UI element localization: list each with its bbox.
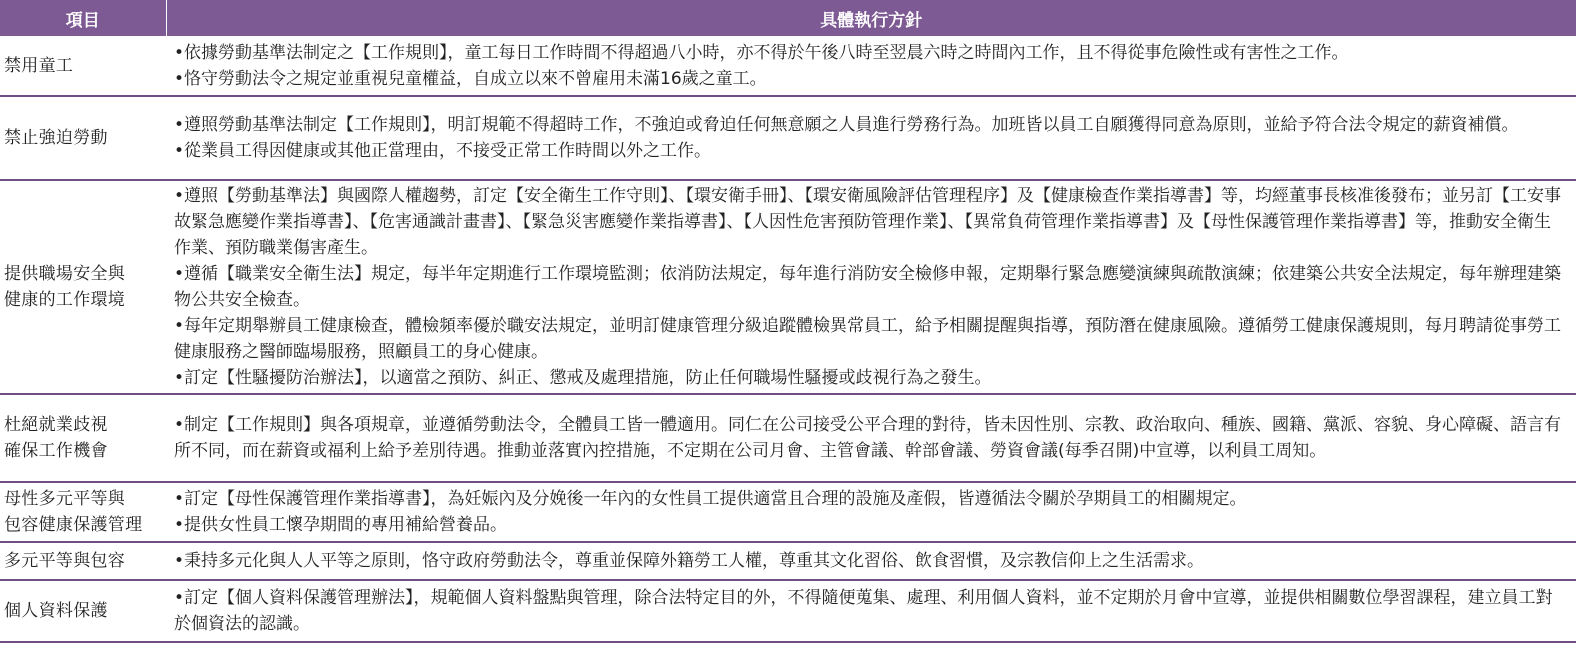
policy-line: •提供女性員工懷孕期間的專用補給營養品。 — [174, 515, 508, 535]
policy-line: •遵照勞動基準法制定【工作規則】，明訂規範不得超時工作，不強迫或脅迫任何無意願之人員進行勞務行為。加班皆以員工自願獲得同意為原則，並給予符合法令規定的薪資補償。 — [174, 115, 1519, 135]
row-diversity-inclusion — [0, 542, 1576, 580]
policy-line: •制定【工作規則】與各項規章，並遵循勞動法令，全體員工皆一體適用。同仁在公司接受公平合理的對待，皆未因性別、宗教、政治取向、種族、國籍、黨派、容貌、身心障礙、語言有所不同，而在薪資或福利上給予差別待遇。推動並落實內控措施，不定期在公司月會、主管會議、幹部會議、勞資會議(每季召開)中宣導，以利員工周知。 — [174, 415, 1562, 461]
row-workplace-safety — [0, 180, 1576, 394]
row-item-label: 禁止強迫勞動 — [4, 128, 108, 148]
row-item-cell — [0, 180, 166, 394]
row-anti-discrimination — [0, 394, 1576, 482]
row-policy-cell — [166, 36, 1576, 96]
row-policy-cell — [166, 180, 1576, 394]
row-policy-cell — [166, 482, 1576, 542]
row-forced-labor — [0, 96, 1576, 180]
row-item-cell — [0, 394, 166, 482]
row-item-label: 包容健康保護管理 — [4, 515, 143, 535]
policy-line: •依據勞動基準法制定之【工作規則】，童工每日工作時間不得超過八小時，亦不得於午後八時至翌晨六時之時間內工作，且不得從事危險性或有害性之工作。 — [174, 42, 1349, 63]
row-policy-cell — [166, 96, 1576, 180]
row-policy-cell — [166, 542, 1576, 580]
policy-line: •恪守勞動法令之規定並重視兒童權益，自成立以來不曾雇用未滿16歲之童工。 — [174, 68, 767, 89]
row-personal-data — [0, 580, 1576, 642]
policy-line: •訂定【母性保護管理作業指導書】，為妊娠內及分娩後一年內的女性員工提供適當且合理的設施及產假，皆遵循法令關於孕期員工的相關規定。 — [174, 489, 1247, 509]
row-item-label: 多元平等與包容 — [4, 551, 126, 571]
row-item-cell — [0, 542, 166, 580]
row-policy-cell — [166, 580, 1576, 642]
row-item-cell — [0, 36, 166, 96]
header-row — [0, 0, 1576, 36]
row-item-label: 確保工作機會 — [4, 441, 108, 461]
policy-line: •秉持多元化與人人平等之原則，恪守政府勞動法令，尊重並保障外籍勞工人權，尊重其文化習俗、飲食習慣，及宗教信仰上之生活需求。 — [174, 551, 1205, 571]
row-child-labor — [0, 36, 1576, 96]
table-header — [0, 0, 1576, 36]
header-policy: 具體執行方針 — [166, 0, 1576, 36]
row-item-label: 杜絕就業歧視 — [4, 415, 108, 435]
row-maternity-protection — [0, 482, 1576, 542]
row-item-cell — [0, 580, 166, 642]
row-item-label: 母性多元平等與 — [4, 489, 126, 509]
policy-line: •每年定期舉辦員工健康檢查，體檢頻率優於職安法規定，並明訂健康管理分級追蹤體檢異常員工，給予相關提醒與指導，預防潛在健康風險。遵循勞工健康保護規則，每月聘請從事勞工健康服務之醫師臨場服務，照顧員工的身心健康。 — [174, 316, 1562, 362]
row-item-label: 提供職場安全與 — [4, 264, 126, 284]
policy-line: •訂定【個人資料保護管理辦法】，規範個人資料盤點與管理，除合法特定目的外，不得隨便蒐集、處理、利用個人資料，並不定期於月會中宣導，並提供相關數位學習課程，建立員工對於個資法的認識。 — [174, 588, 1553, 634]
table-body — [0, 36, 1576, 642]
policy-line: •從業員工得因健康或其他正當理由，不接受正常工作時間以外之工作。 — [174, 141, 712, 161]
row-item-label: 個人資料保護 — [4, 601, 108, 621]
policy-line: •訂定【性騷擾防治辦法】，以適當之預防、糾正、懲戒及處理措施，防止任何職場性騷擾或歧視行為之發生。 — [174, 368, 992, 388]
row-item-cell — [0, 482, 166, 542]
row-policy-cell — [166, 394, 1576, 482]
row-item-label: 健康的工作環境 — [4, 290, 126, 310]
policy-line: •遵照【勞動基準法】與國際人權趨勢，訂定【安全衛生工作守則】、【環安衛手冊】、【環安衛風險評估管理程序】及【健康檢查作業指導書】等，均經董事長核准後發布；並另訂【工安事故緊急應變作業指導書】、【危害通識計畫書】、【緊急災害應變作業指導書】、【人因性危害預防管理作業】、【異常負荷管理作業指導書】及【母性保護管理作業指導書】等，推動安全衛生作業、預防職業傷害產生。 — [174, 186, 1562, 258]
policy-line: •遵循【職業安全衛生法】規定，每半年定期進行工作環境監測；依消防法規定，每年進行消防安全檢修申報，定期舉行緊急應變演練與疏散演練；依建築公共安全法規定，每年辦理建築物公共安全檢查。 — [174, 264, 1562, 310]
header-item: 項目 — [0, 0, 166, 36]
row-item-cell — [0, 96, 166, 180]
row-item-label: 禁用童工 — [4, 55, 74, 76]
